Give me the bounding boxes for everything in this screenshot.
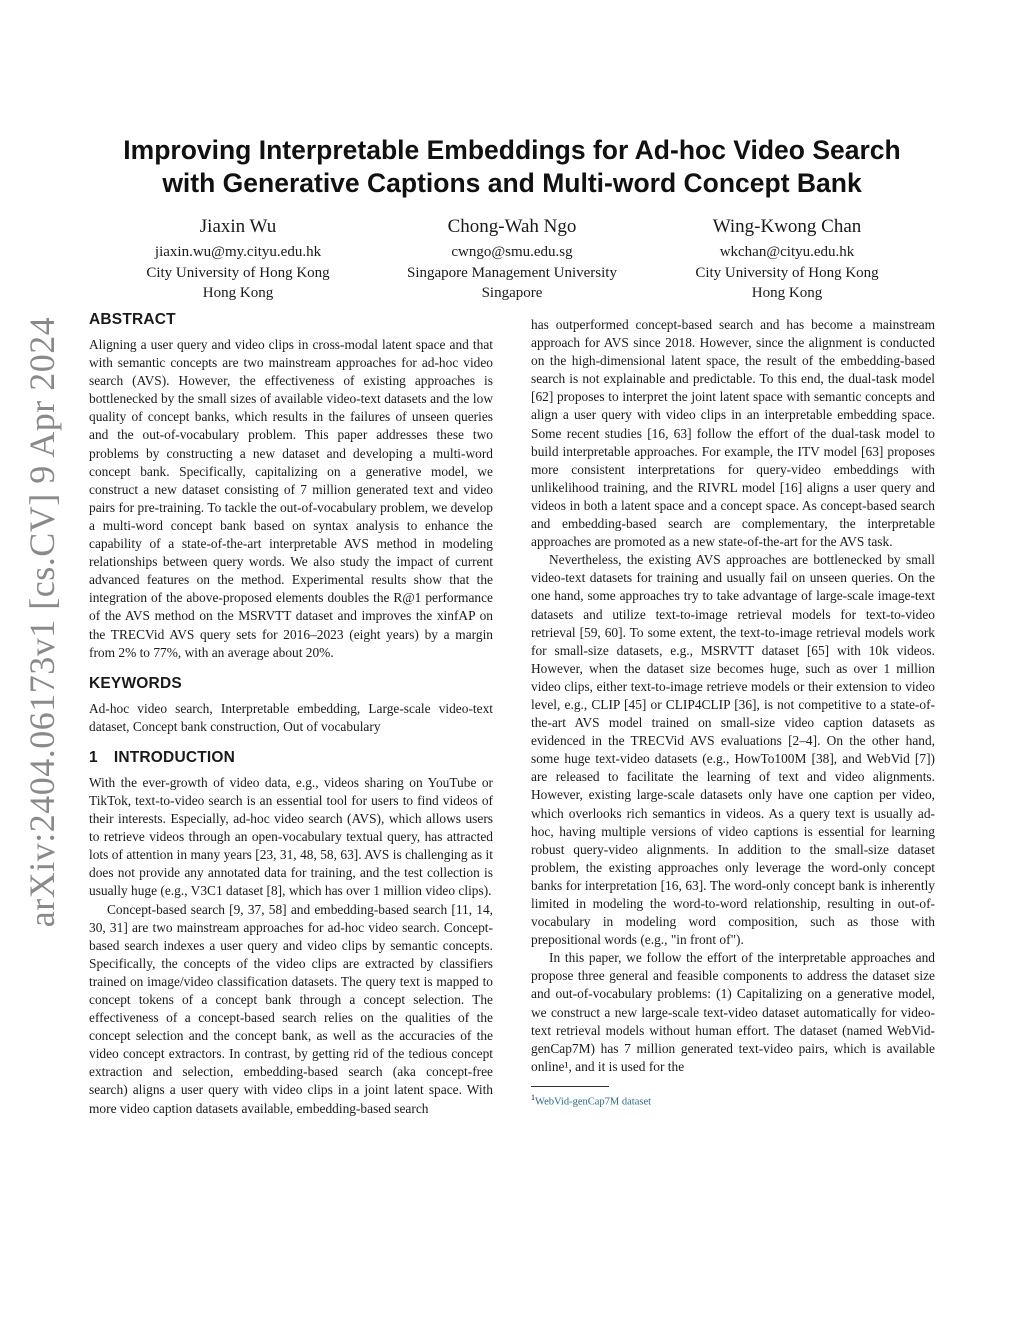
author-email: jiaxin.wu@my.cityu.edu.hk [154,244,322,260]
intro-paragraph-1: With the ever-growth of video data, e.g., videos sharing on YouTube or TikTok, text-to-video search is an essential tool for users to find videos of their interests. Especially, ad-hoc video search (AVS), which allows users to retrieve videos through an open-vocabulary textual query, has attracted lots of attention in many years [23, 31, 48, 58, 63]. AVS is challenging as it does not provide any annotated data for training, and the test collection is usually huge (e.g., V3C1 dataset [8], which has over 1 million video clips). [89,774,493,899]
author-block-3 [642,214,932,304]
author-affiliation: City University of Hong Kong [695,264,879,281]
intro-paragraph-3: has outperformed concept-based search and has become a mainstream approach for AVS since 2018. However, since the alignment is conducted on the high-dimensional latent space, the result of the embedding-based search is not explainable and predictable. To this end, the dual-task model [62] proposes to interpret the joint latent space with semantic concepts and align a user query with video clips in an interpretable embedding space. Some recent studies [16, 63] follow the effort of the dual-task model to build interpretable approaches. For example, the ITV model [63] proposes more consistent interpretations for query-video embeddings with unlikelihood training, and the RIVRL model [16] aligns a user query and videos in both a latent space and a concept space. As concept-based search and embedding-based search are complementary, the interpretable approaches are promoted as a new state-of-the-art for the AVS task. [531,317,935,550]
abstract-heading: ABSTRACT [89,311,176,328]
keywords-heading: KEYWORDS [89,674,182,692]
author-block-2 [367,214,657,304]
intro-paragraph-2: Concept-based search [9, 37, 58] and embedding-based search [11, 14, 30, 31] are two mainstream approaches for ad-hoc video search. Concept-based search indexes a user query and video clips by semantic concepts. Specifically, the concepts of the video clips are extracted by classifiers trained on image/video classification datasets. The query text is mapped to concept tokens of a concept bank through a concept selection. The effectiveness of a concept-based search relies on the qualities of the concept selection and the concept bank, as well as the accuracies of the video concept extractors. In contrast, by getting rid of the tedious concept extraction and selection, embedding-based search (aka concept-free search) aligns a user query with video clips in a joint latent space. With more video caption datasets available, embedding-based search [89,901,493,1116]
paper-title [60,134,964,200]
arxiv-identifier: arXiv:2404.06173v1 [cs.CV] 9 Apr 2024 [22,316,62,928]
author-name: Jiaxin Wu [199,216,277,237]
left-column [89,310,493,1118]
right-column [531,316,935,1109]
title-line-2: with Generative Captions and Multi-word Concept Bank [162,168,862,198]
author-affiliation: Singapore Management University [407,264,617,281]
footnote-divider [531,1086,609,1087]
author-location: Hong Kong [751,285,823,301]
title-line-1: Improving Interpretable Embeddings for Ad-hoc Video Search [123,135,901,165]
intro-paragraph-4: Nevertheless, the existing AVS approaches are bottlenecked by small video-text datasets for training and usually fail on unseen queries. On the one hand, some approaches try to take advantage of large-scale image-text datasets and utilize text-to-image retrieval models for text-to-video retrieval [59, 60]. To some extent, the text-to-image retrieval models work for small-size datasets, e.g., MSRVTT dataset [65] with 10k videos. However, when the dataset size becomes huge, such as over 1 million video clips, either text-to-image retrieve models or their extension to video level, e.g., CLIP [45] or CLIP4CLIP [36], is not competitive to a state-of-the-art AVS model trained on small-size video caption datasets as evidenced in the TRECVid AVS evaluations [2–4]. On the other hand, some huge text-video datasets (e.g., HowTo100M [38], and WebVid [7]) are released to facilitate the learning of text and video alignments. However, existing large-scale datasets only have one caption per video, which overlooks rich semantics in videos. As a query text is usually ad-hoc, having multiple versions of video captions is essential for learning robust query-video alignments. In addition to the small-size dataset problem, the existing approaches only leverage the word-only concept banks for interpretation [16, 63]. The word-only concept bank is inherently limited in modeling the word-to-word relationship, resulting in out-of-vocabulary in modeling word composition, such as those with prepositional words (e.g., "in front of"). [531,552,935,948]
section-title: INTRODUCTION [113,748,236,766]
author-location: Singapore [481,285,543,301]
author-email: cwngo@smu.edu.sg [451,244,573,260]
author-affiliation: City University of Hong Kong [146,264,330,281]
section-number: 1 [89,748,98,766]
author-name: Chong-Wah Ngo [447,216,577,237]
keywords-text: Ad-hoc video search, Interpretable embedding, Large-scale video-text dataset, Concept bank construction, Out of vocabulary [89,700,493,734]
author-email: wkchan@cityu.edu.hk [719,244,855,260]
author-block-1 [93,214,383,304]
footnote-mark: 1 [531,1092,535,1102]
author-name: Wing-Kwong Chan [712,216,862,237]
author-location: Hong Kong [202,285,274,301]
abstract-text: Aligning a user query and video clips in cross-modal latent space and that with semantic concepts are two mainstream approaches for ad-hoc video search (AVS). However, the effectiveness of existing approaches is bottlenecked by the small sizes of available video-text datasets and the low quality of concept banks, which results in the failures of unseen queries and the out-of-vocabulary problem. This paper addresses these two problems by constructing a new dataset and developing a multi-word concept bank. Specifically, capitalizing on a generative model, we construct a new dataset consisting of 7 million generated text and video pairs for pre-training. To tackle the out-of-vocabulary problem, we develop a multi-word concept bank based on syntax analysis to enhance the capability of a state-of-the-art interpretable AVS method in modeling relationships between query words. We also study the impact of current advanced features on the method. Experimental results show that the integration of the above-proposed elements doubles the R@1 performance of the AVS method on the MSRVTT dataset and improves the xinfAP on the TRECVid AVS query sets for 2016–2023 (eight years) by a margin from 2% to 77%, with an average about 20%. [89,337,493,660]
introduction-heading [89,748,493,768]
intro-paragraph-5: In this paper, we follow the effort of the interpretable approaches and propose three general and feasible components to address the dataset size and out-of-vocabulary problems: (1) Capitalizing on a generative model, we construct a new large-scale text-video dataset automatically for video-text retrieval models without human effort. The dataset (named WebVid-genCap7M) has 7 million generated text-video pairs, which is available online¹, and it is used for the [531,950,935,1074]
footnote [531,1091,935,1110]
footnote-link[interactable]: WebVid-genCap7M dataset [535,1096,652,1108]
